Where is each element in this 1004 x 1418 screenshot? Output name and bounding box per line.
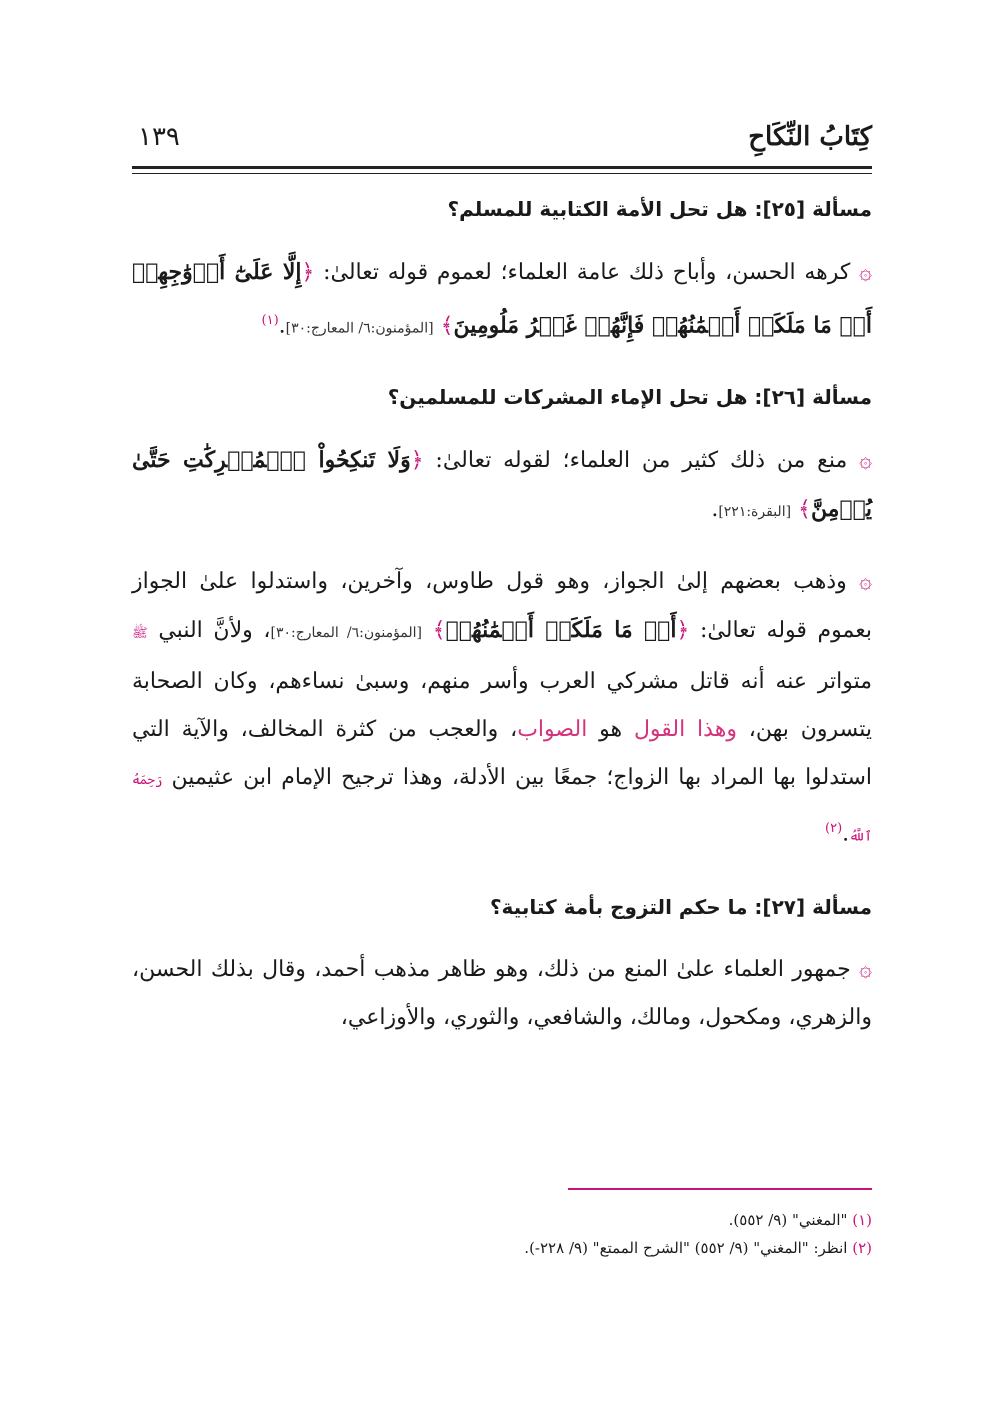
verse-reference: [المؤمنون:٦/ المعارج:٣٠] — [285, 320, 434, 337]
running-title: كِتَابُ النِّكَاحِ — [748, 122, 872, 152]
quran-verse: أَوۡ مَا مَلَكَتۡ أَيۡمَٰنُهُمۡ — [445, 617, 677, 644]
highlighted-text: وهذا القول — [633, 717, 737, 743]
paragraph: ۞ كرهه الحسن، وأباح ذلك عامة العلماء؛ لعموم قوله تعالىٰ: ﴿إِلَّا عَلَىٰٓ أَزۡوَٰجِهِمۡ أَوۡ مَا مَلَكَتۡ أَيۡمَٰنُهُمۡ فَإِنَّهُمۡ غَيۡرُ مَلُومِينَ﴾ [المؤمنون:٦/ المعارج:٣٠].$^{(١)}$ — [132, 259, 872, 339]
honorific-glyph: رَحِمَهُ ٱللَّهُ — [132, 773, 872, 845]
footnote-marker[interactable]: (٢) — [825, 821, 843, 837]
paragraph: ۞ وذهب بعضهم إلىٰ الجواز، وهو قول طاوس، وآخرين، واستدلوا علىٰ الجواز بعموم قوله تعالىٰ: ﴿أَوۡ مَا مَلَكَتۡ أَيۡمَٰنُهُمۡ﴾ [المؤمنون:٦/ المعارج:٣٠]، ولأنَّ النبي ﷺ متواتر عنه أنه قاتل مشركي العرب وأسر منهم، وسبىٰ نساءهم، وكان الصحابة يتسرون بهن، وهذا القول هو الصواب، والعجب من كثرة المخالف، والآية التي استدلوا بها المراد بها الزواج؛ جمعًا بين الأدلة، وهذا ترجيح الإمام ابن عثيمين رَحِمَهُ ٱللَّهُ.$^{(٢)}$ — [132, 569, 873, 847]
ornament-icon: ۞ — [859, 956, 872, 982]
footnote-number: (٢) — [852, 1239, 872, 1257]
ornament-icon: ۞ — [859, 260, 872, 285]
header-rule-thin — [132, 173, 872, 174]
question-heading: مسألة [٢٧]: ما حكم التزوج بأمة كتابية؟ — [489, 894, 872, 919]
paragraph-text: كرهه الحسن، وأباح ذلك عامة العلماء؛ لعموم قوله تعالىٰ: — [314, 260, 860, 285]
quran-verse: وَلَا تَنكِحُواْ ٱلۡمُشۡرِكَٰتِ حَتَّىٰ يُؤۡمِنَّ — [132, 447, 872, 523]
footnote: (١) "المغني" (٩/ ٥٥٢). — [728, 1211, 872, 1229]
footnote-rule — [568, 1188, 872, 1190]
header-rule — [132, 166, 872, 169]
paragraph: ۞ منع من ذلك كثير من العلماء؛ لقوله تعالىٰ: ﴿وَلَا تَنكِحُواْ ٱلۡمُشۡرِكَٰتِ حَتَّىٰ يُؤۡمِنَّ﴾ [البقرة:٢٢١]. — [132, 447, 872, 523]
question-heading: مسألة [٢٦]: هل تحل الإماء المشركات للمسلمين؟ — [387, 385, 872, 410]
paragraph-text: منع من ذلك كثير من العلماء؛ لقوله تعالىٰ: — [423, 448, 860, 474]
page-header — [132, 122, 872, 162]
footnote-marker[interactable]: (١) — [261, 313, 279, 328]
question-heading: مسألة [٢٥]: هل تحل الأمة الكتابية للمسلم؟ — [447, 197, 872, 221]
ornament-icon: ۞ — [859, 448, 872, 474]
page-number: ١٣٩ — [138, 122, 180, 152]
verse-reference: [البقرة:٢٢١] — [718, 504, 792, 521]
main-text — [132, 186, 872, 1042]
highlighted-text: الصواب — [517, 717, 588, 743]
paragraph: ۞ جمهور العلماء علىٰ المنع من ذلك، وهو ظاهر مذهب أحمد، وقال بذلك الحسن، والزهري، ومكحول، ومالك، والشافعي، والثوري، والأوزاعي، — [132, 956, 872, 1030]
footnote-number: (١) — [852, 1211, 872, 1229]
footnotes — [132, 1206, 872, 1262]
verse-reference: [المؤمنون:٦/ المعارج:٣٠] — [270, 625, 423, 642]
footnote: (٢) انظر: "المغني" (٩/ ٥٥٢) "الشرح الممتع" (٩/ ٢٢٨-). — [524, 1239, 872, 1257]
quran-verse: إِلَّا عَلَىٰٓ أَزۡوَٰجِهِمۡ أَوۡ مَا مَلَكَتۡ أَيۡمَٰنُهُمۡ فَإِنَّهُمۡ غَيۡرُ مَلُومِينَ — [132, 259, 872, 339]
book-page — [132, 0, 872, 1418]
honorific-glyph: ﷺ — [132, 626, 148, 642]
ornament-icon: ۞ — [859, 569, 872, 595]
